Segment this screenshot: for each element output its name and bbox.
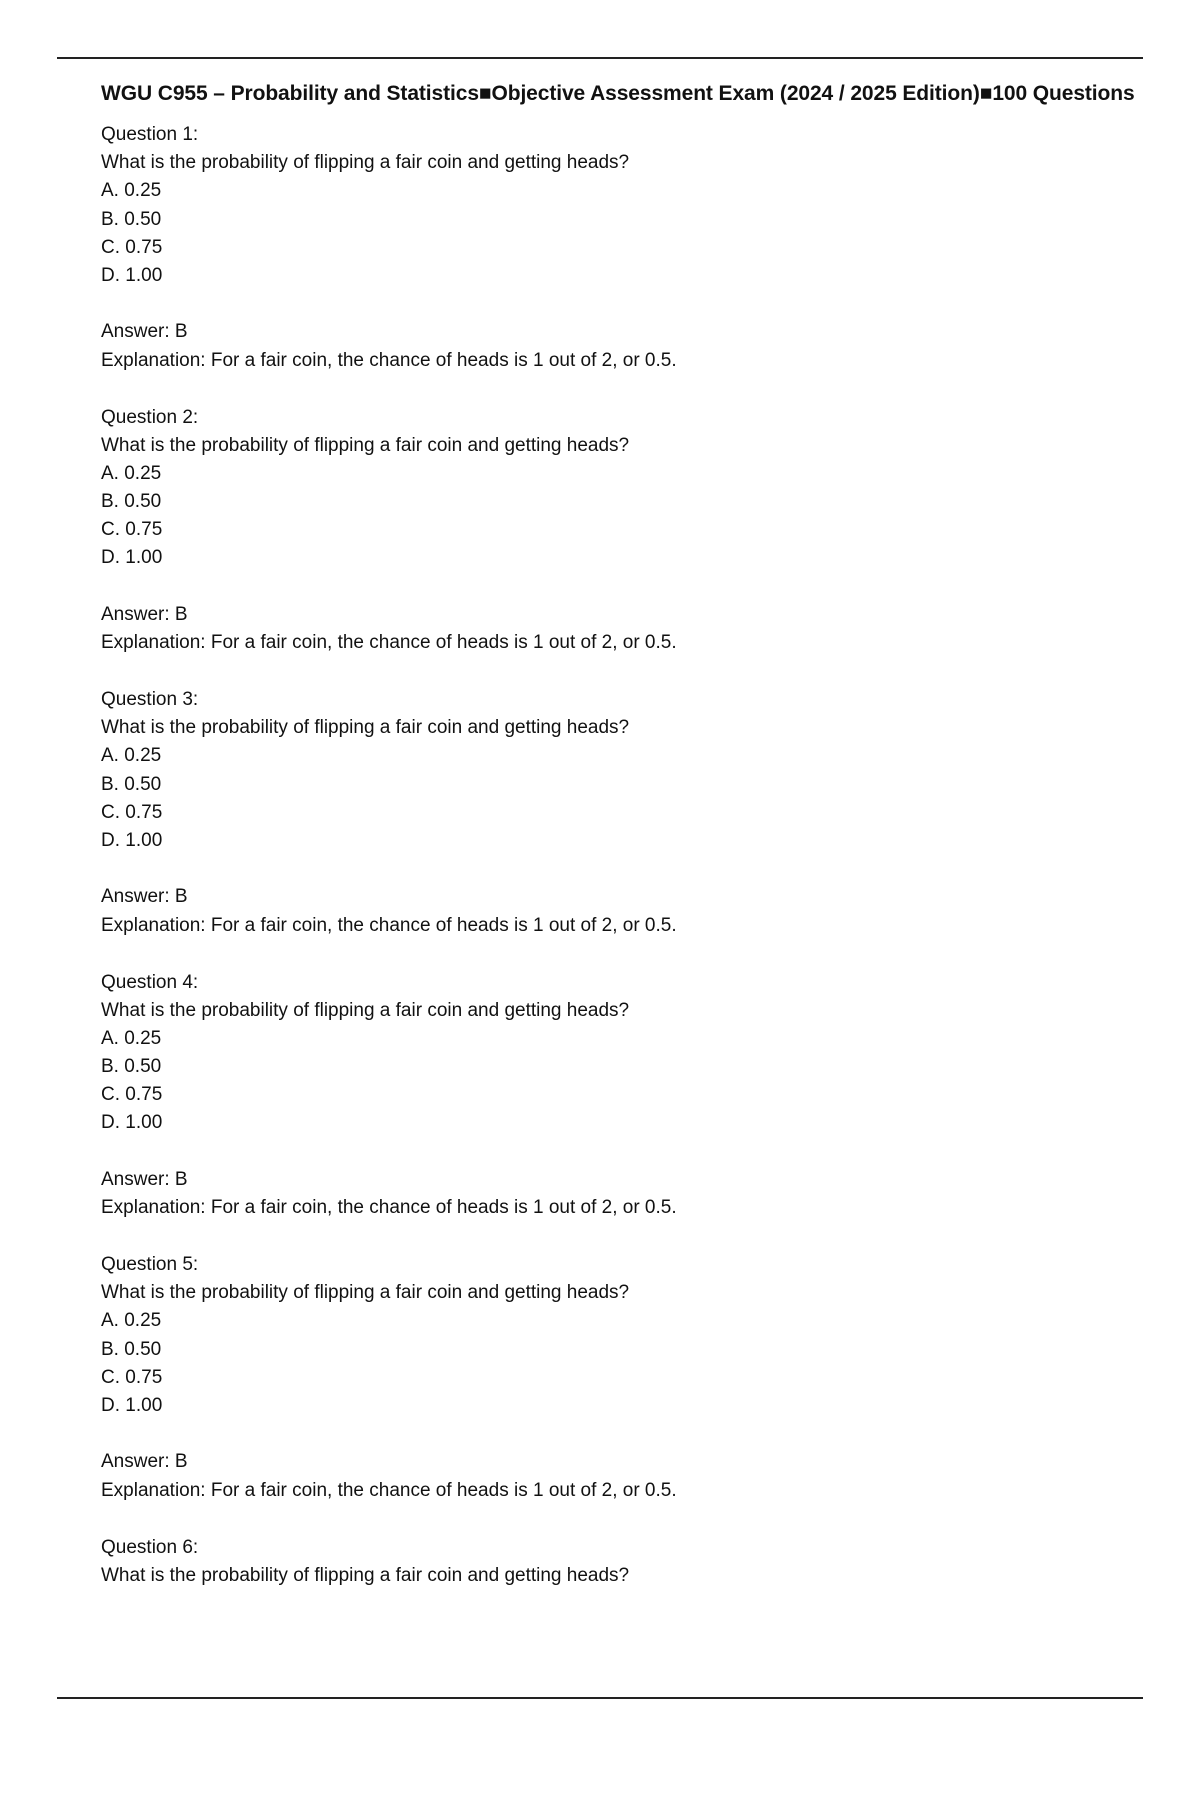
top-divider — [57, 57, 1143, 59]
option-b: B. 0.50 — [101, 771, 1101, 799]
option-b: B. 0.50 — [101, 1053, 1101, 1081]
option-a: A. 0.25 — [101, 742, 1101, 770]
question-block — [101, 1251, 1101, 1534]
option-c: C. 0.75 — [101, 516, 1101, 544]
explanation-line: Explanation: For a fair coin, the chance of heads is 1 out of 2, or 0.5. — [101, 629, 1101, 657]
option-a: A. 0.25 — [101, 1307, 1101, 1335]
question-text: What is the probability of flipping a fair coin and getting heads? — [101, 997, 1101, 1025]
answer-line: Answer: B — [101, 318, 1101, 346]
explanation-line: Explanation: For a fair coin, the chance of heads is 1 out of 2, or 0.5. — [101, 1477, 1101, 1505]
option-d: D. 1.00 — [101, 262, 1101, 290]
spacer — [101, 855, 1101, 883]
option-a: A. 0.25 — [101, 460, 1101, 488]
question-label: Question 6: — [101, 1534, 1101, 1562]
option-b: B. 0.50 — [101, 206, 1101, 234]
question-block-partial — [101, 1534, 1101, 1816]
document-title: WGU C955 – Probability and Statistics■Objective Assessment Exam (2024 / 2025 Edition)■100 Questions — [101, 80, 1200, 108]
spacer — [101, 1420, 1101, 1448]
answer-line: Answer: B — [101, 1166, 1101, 1194]
spacer — [101, 1138, 1101, 1166]
question-label: Question 5: — [101, 1251, 1101, 1279]
question-list — [101, 121, 1101, 1816]
question-block — [101, 404, 1101, 687]
question-text: What is the probability of flipping a fair coin and getting heads? — [101, 1562, 1101, 1590]
question-block — [101, 121, 1101, 404]
question-block — [101, 969, 1101, 1252]
option-c: C. 0.75 — [101, 1364, 1101, 1392]
option-d: D. 1.00 — [101, 827, 1101, 855]
option-b: B. 0.50 — [101, 1336, 1101, 1364]
option-c: C. 0.75 — [101, 1081, 1101, 1109]
option-a: A. 0.25 — [101, 1025, 1101, 1053]
spacer — [101, 290, 1101, 318]
question-label: Question 2: — [101, 404, 1101, 432]
question-label: Question 1: — [101, 121, 1101, 149]
question-label: Question 4: — [101, 969, 1101, 997]
option-d: D. 1.00 — [101, 1392, 1101, 1420]
explanation-line: Explanation: For a fair coin, the chance of heads is 1 out of 2, or 0.5. — [101, 912, 1101, 940]
answer-line: Answer: B — [101, 601, 1101, 629]
option-a: A. 0.25 — [101, 177, 1101, 205]
answer-line: Answer: B — [101, 883, 1101, 911]
option-c: C. 0.75 — [101, 234, 1101, 262]
question-block — [101, 686, 1101, 969]
question-label: Question 3: — [101, 686, 1101, 714]
answer-line: Answer: B — [101, 1448, 1101, 1476]
option-c: C. 0.75 — [101, 799, 1101, 827]
option-b: B. 0.50 — [101, 488, 1101, 516]
option-d: D. 1.00 — [101, 1109, 1101, 1137]
question-text: What is the probability of flipping a fair coin and getting heads? — [101, 149, 1101, 177]
question-text: What is the probability of flipping a fair coin and getting heads? — [101, 1279, 1101, 1307]
question-text: What is the probability of flipping a fair coin and getting heads? — [101, 714, 1101, 742]
option-d: D. 1.00 — [101, 544, 1101, 572]
bottom-divider — [57, 1697, 1143, 1699]
explanation-line: Explanation: For a fair coin, the chance of heads is 1 out of 2, or 0.5. — [101, 1194, 1101, 1222]
question-text: What is the probability of flipping a fair coin and getting heads? — [101, 432, 1101, 460]
explanation-line: Explanation: For a fair coin, the chance of heads is 1 out of 2, or 0.5. — [101, 347, 1101, 375]
spacer — [101, 573, 1101, 601]
